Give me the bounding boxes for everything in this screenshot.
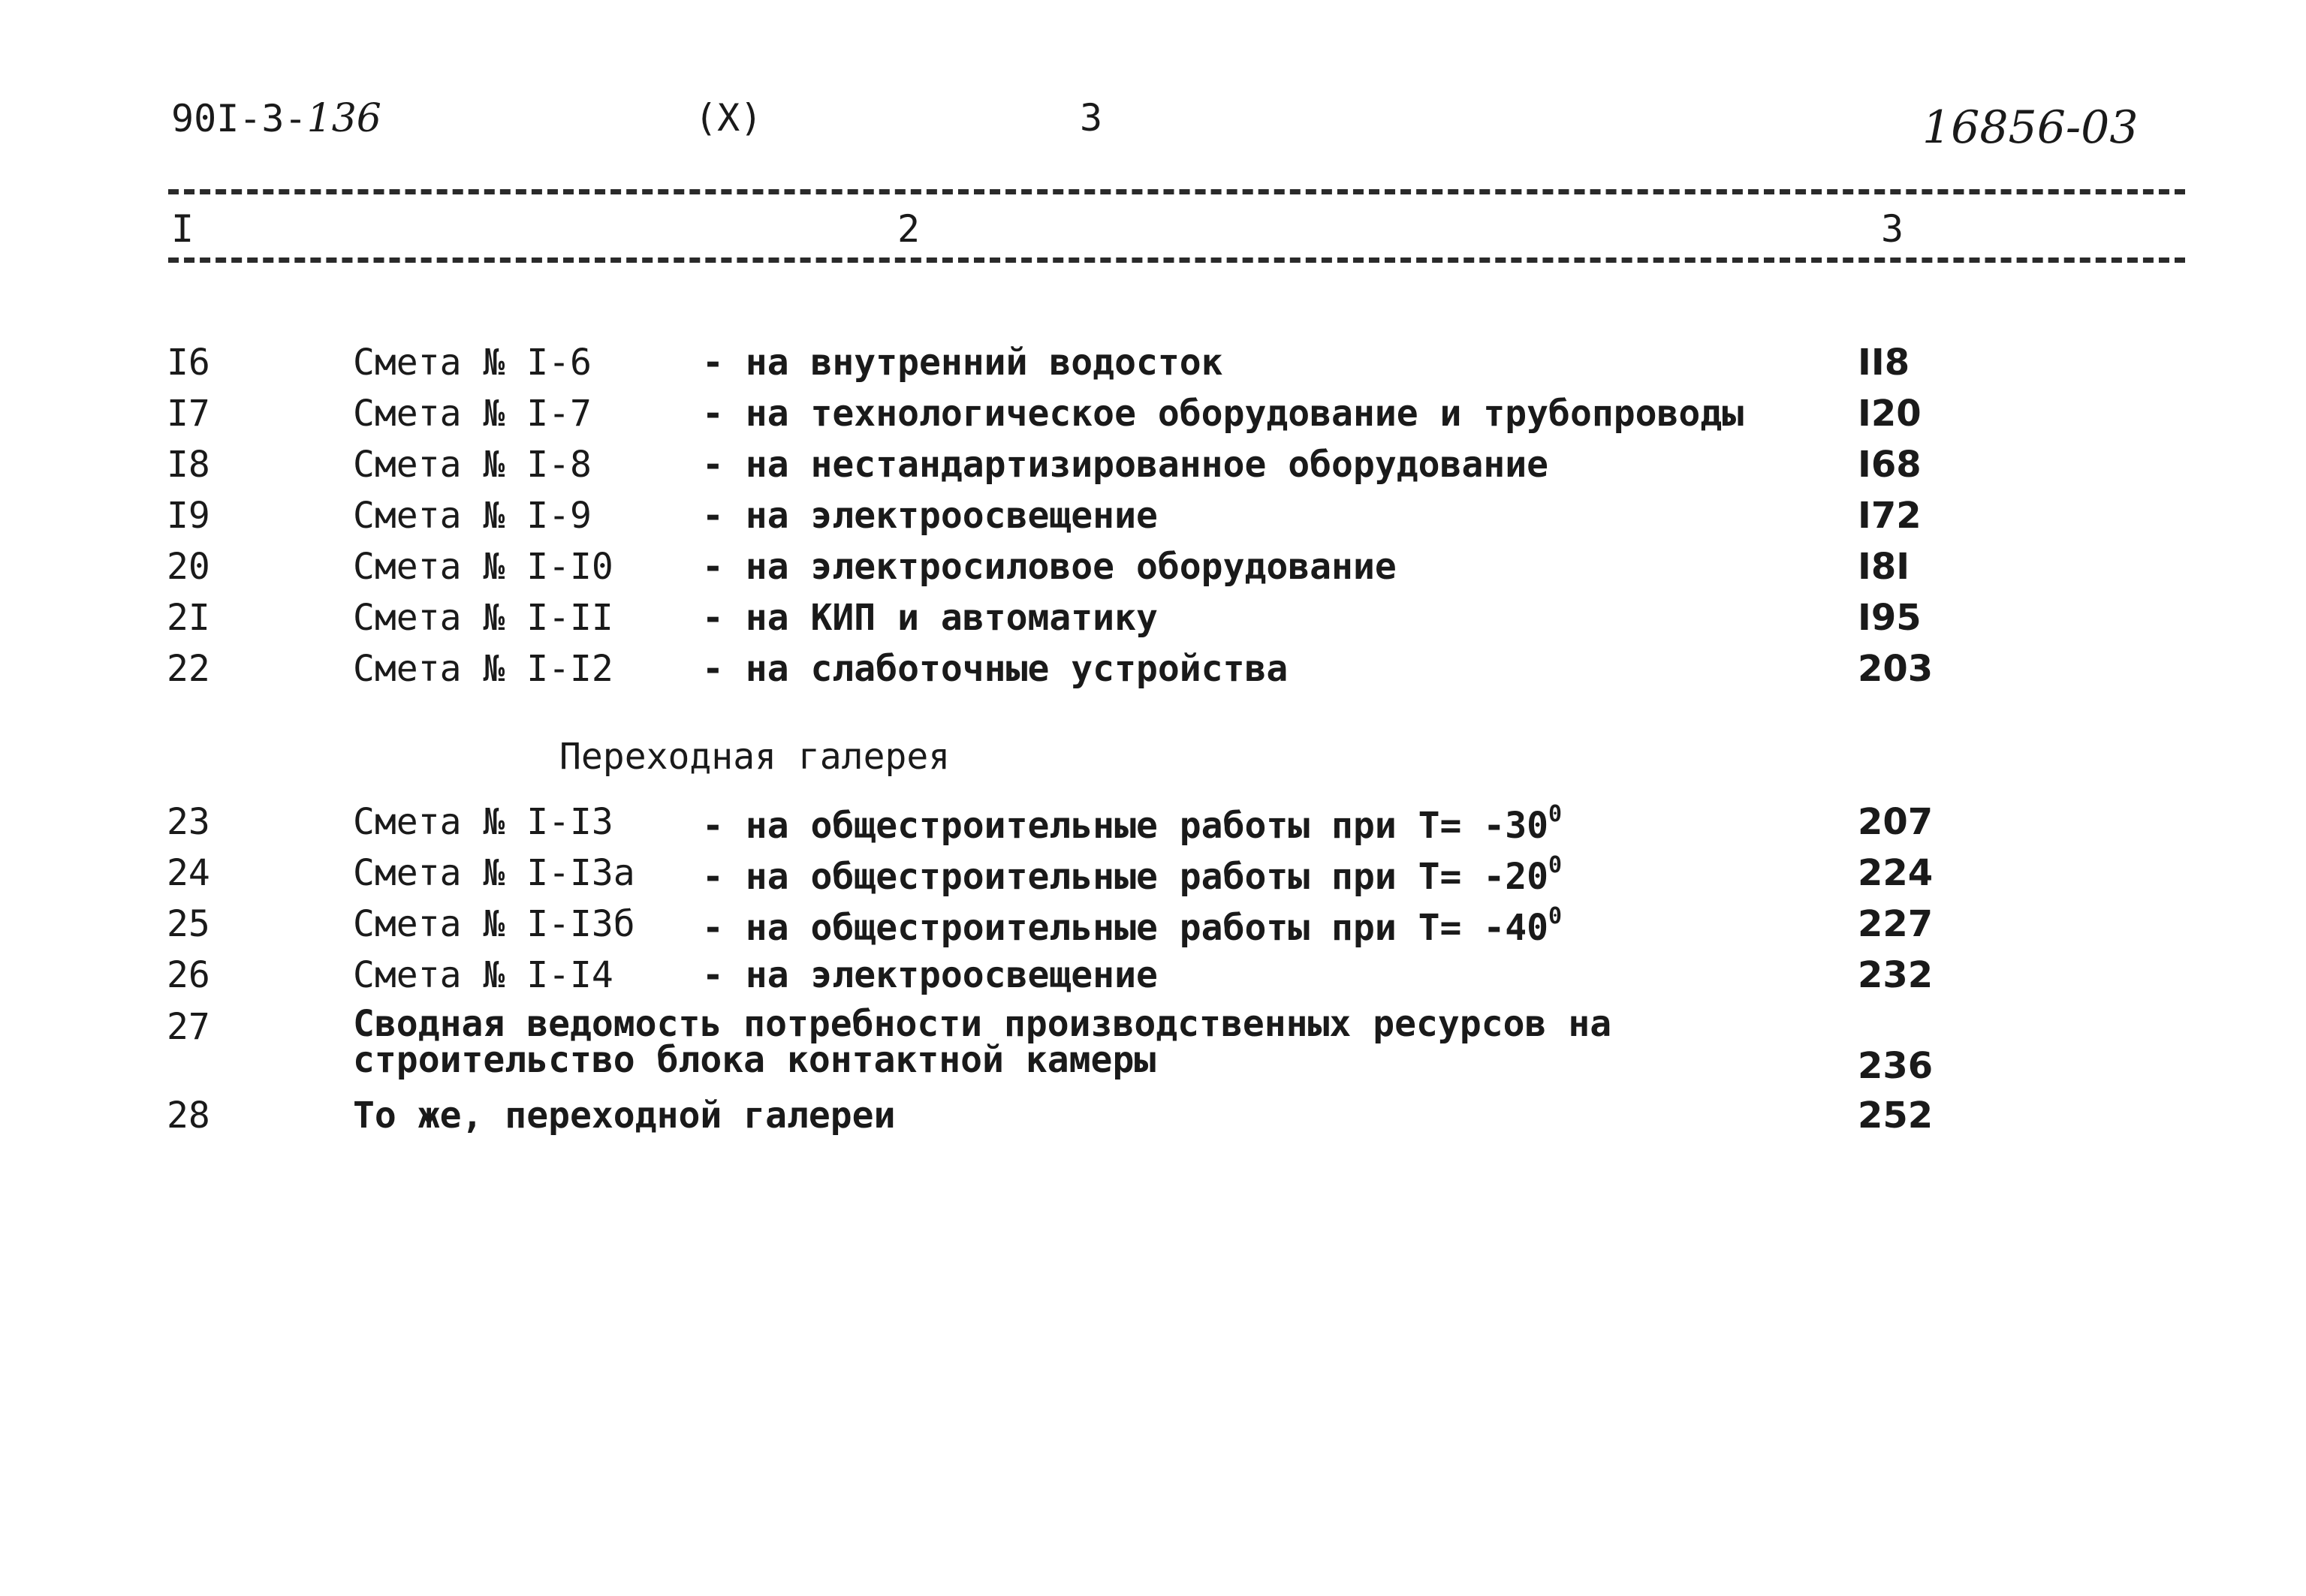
page-ref: II8 <box>1858 342 1910 384</box>
row-number: 28 <box>167 1095 210 1137</box>
row-number: 27 <box>167 1006 210 1048</box>
doc-mark: (X) <box>695 96 763 140</box>
summary-description <box>353 1003 1612 1081</box>
column-header-2: 2 <box>897 207 921 251</box>
doc-code-handwritten: 136 <box>306 96 381 141</box>
page-ref: I8I <box>1858 546 1910 588</box>
table-row <box>0 954 2306 1002</box>
description-text: - на общестроительные работы при Т= -20 <box>702 856 1549 898</box>
estimate-description <box>702 903 1562 949</box>
estimate-id: Смета № I-II <box>353 597 613 639</box>
table-row <box>0 597 2306 645</box>
degree-superscript: 0 <box>1548 801 1563 827</box>
table-row <box>0 342 2306 390</box>
degree-superscript: 0 <box>1548 903 1563 929</box>
estimate-id: Смета № I-I3б <box>353 903 635 945</box>
summary-line-1: Сводная ведомость потребности производственных ресурсов на <box>353 1003 1612 1045</box>
row-number: I9 <box>167 495 210 537</box>
row-number: 22 <box>167 648 210 690</box>
table-row <box>0 801 2306 849</box>
description-text: - на общестроительные работы при Т= -40 <box>702 907 1549 949</box>
estimate-id: Смета № I-6 <box>353 342 592 384</box>
page-ref: 203 <box>1858 648 1934 690</box>
estimate-id: Смета № I-I3 <box>353 801 613 843</box>
row-number: I8 <box>167 444 210 486</box>
estimate-id: Смета № I-7 <box>353 393 592 435</box>
page-ref: I72 <box>1858 495 1922 537</box>
estimate-id: Смета № I-I2 <box>353 648 613 690</box>
table-top-rule <box>168 189 2185 194</box>
table-row <box>0 648 2306 696</box>
column-header-1: I <box>171 207 194 251</box>
description-text: - на электроосвещение <box>702 954 1158 996</box>
column-header-3: 3 <box>1881 207 1904 251</box>
estimate-description <box>702 954 1158 996</box>
estimate-description: - на электросиловое оборудование <box>702 546 1397 588</box>
row-number: 23 <box>167 801 210 843</box>
summary-line-2: строительство блока контактной камеры <box>353 1039 1156 1081</box>
estimate-description <box>702 852 1562 898</box>
row-description: То же, переходной галереи <box>353 1095 896 1137</box>
row-number: I7 <box>167 393 210 435</box>
page-ref: 224 <box>1858 852 1934 894</box>
doc-code-printed: 90I-3- <box>171 97 307 140</box>
table-row <box>0 1003 2306 1096</box>
table-row <box>0 393 2306 441</box>
table-row <box>0 1095 2306 1143</box>
estimate-id: Смета № I-I3а <box>353 852 635 894</box>
description-text: - на общестроительные работы при Т= -30 <box>702 805 1549 847</box>
page-ref: 227 <box>1858 903 1934 945</box>
estimate-id: Смета № I-8 <box>353 444 592 486</box>
degree-superscript: 0 <box>1548 852 1563 878</box>
estimate-description <box>702 801 1562 847</box>
page-ref: 232 <box>1858 954 1934 996</box>
estimate-description: - на внутренний водосток <box>702 342 1223 384</box>
row-number: I6 <box>167 342 210 384</box>
row-number: 2I <box>167 597 210 639</box>
doc-code <box>171 96 381 141</box>
estimate-description: - на слаботочные устройства <box>702 648 1289 690</box>
table-row <box>0 444 2306 492</box>
estimate-description: - на технологическое оборудование и трубопроводы <box>702 393 1744 435</box>
row-number: 25 <box>167 903 210 945</box>
page-ref: I68 <box>1858 444 1922 486</box>
estimate-id: Смета № I-I4 <box>353 954 613 996</box>
table-row <box>0 495 2306 543</box>
estimate-description: - на электроосвещение <box>702 495 1158 537</box>
page-ref: 252 <box>1858 1095 1934 1137</box>
row-number: 20 <box>167 546 210 588</box>
page-number: 3 <box>1080 96 1103 140</box>
table-row <box>0 852 2306 900</box>
estimate-description: - на КИП и автоматику <box>702 597 1158 639</box>
page-ref: 236 <box>1858 1045 1934 1087</box>
estimate-id: Смета № I-9 <box>353 495 592 537</box>
section-title: Переходная галерея <box>559 736 951 778</box>
archive-number: 16856-03 <box>1922 101 2139 154</box>
estimate-id: Смета № I-I0 <box>353 546 613 588</box>
page-ref: I20 <box>1858 393 1922 435</box>
row-number: 26 <box>167 954 210 996</box>
table-row <box>0 903 2306 951</box>
page-ref: 207 <box>1858 801 1934 843</box>
estimate-description: - на нестандартизированное оборудование <box>702 444 1549 486</box>
table-header-rule <box>168 257 2185 263</box>
page-ref: I95 <box>1858 597 1922 639</box>
table-row <box>0 546 2306 594</box>
row-number: 24 <box>167 852 210 894</box>
